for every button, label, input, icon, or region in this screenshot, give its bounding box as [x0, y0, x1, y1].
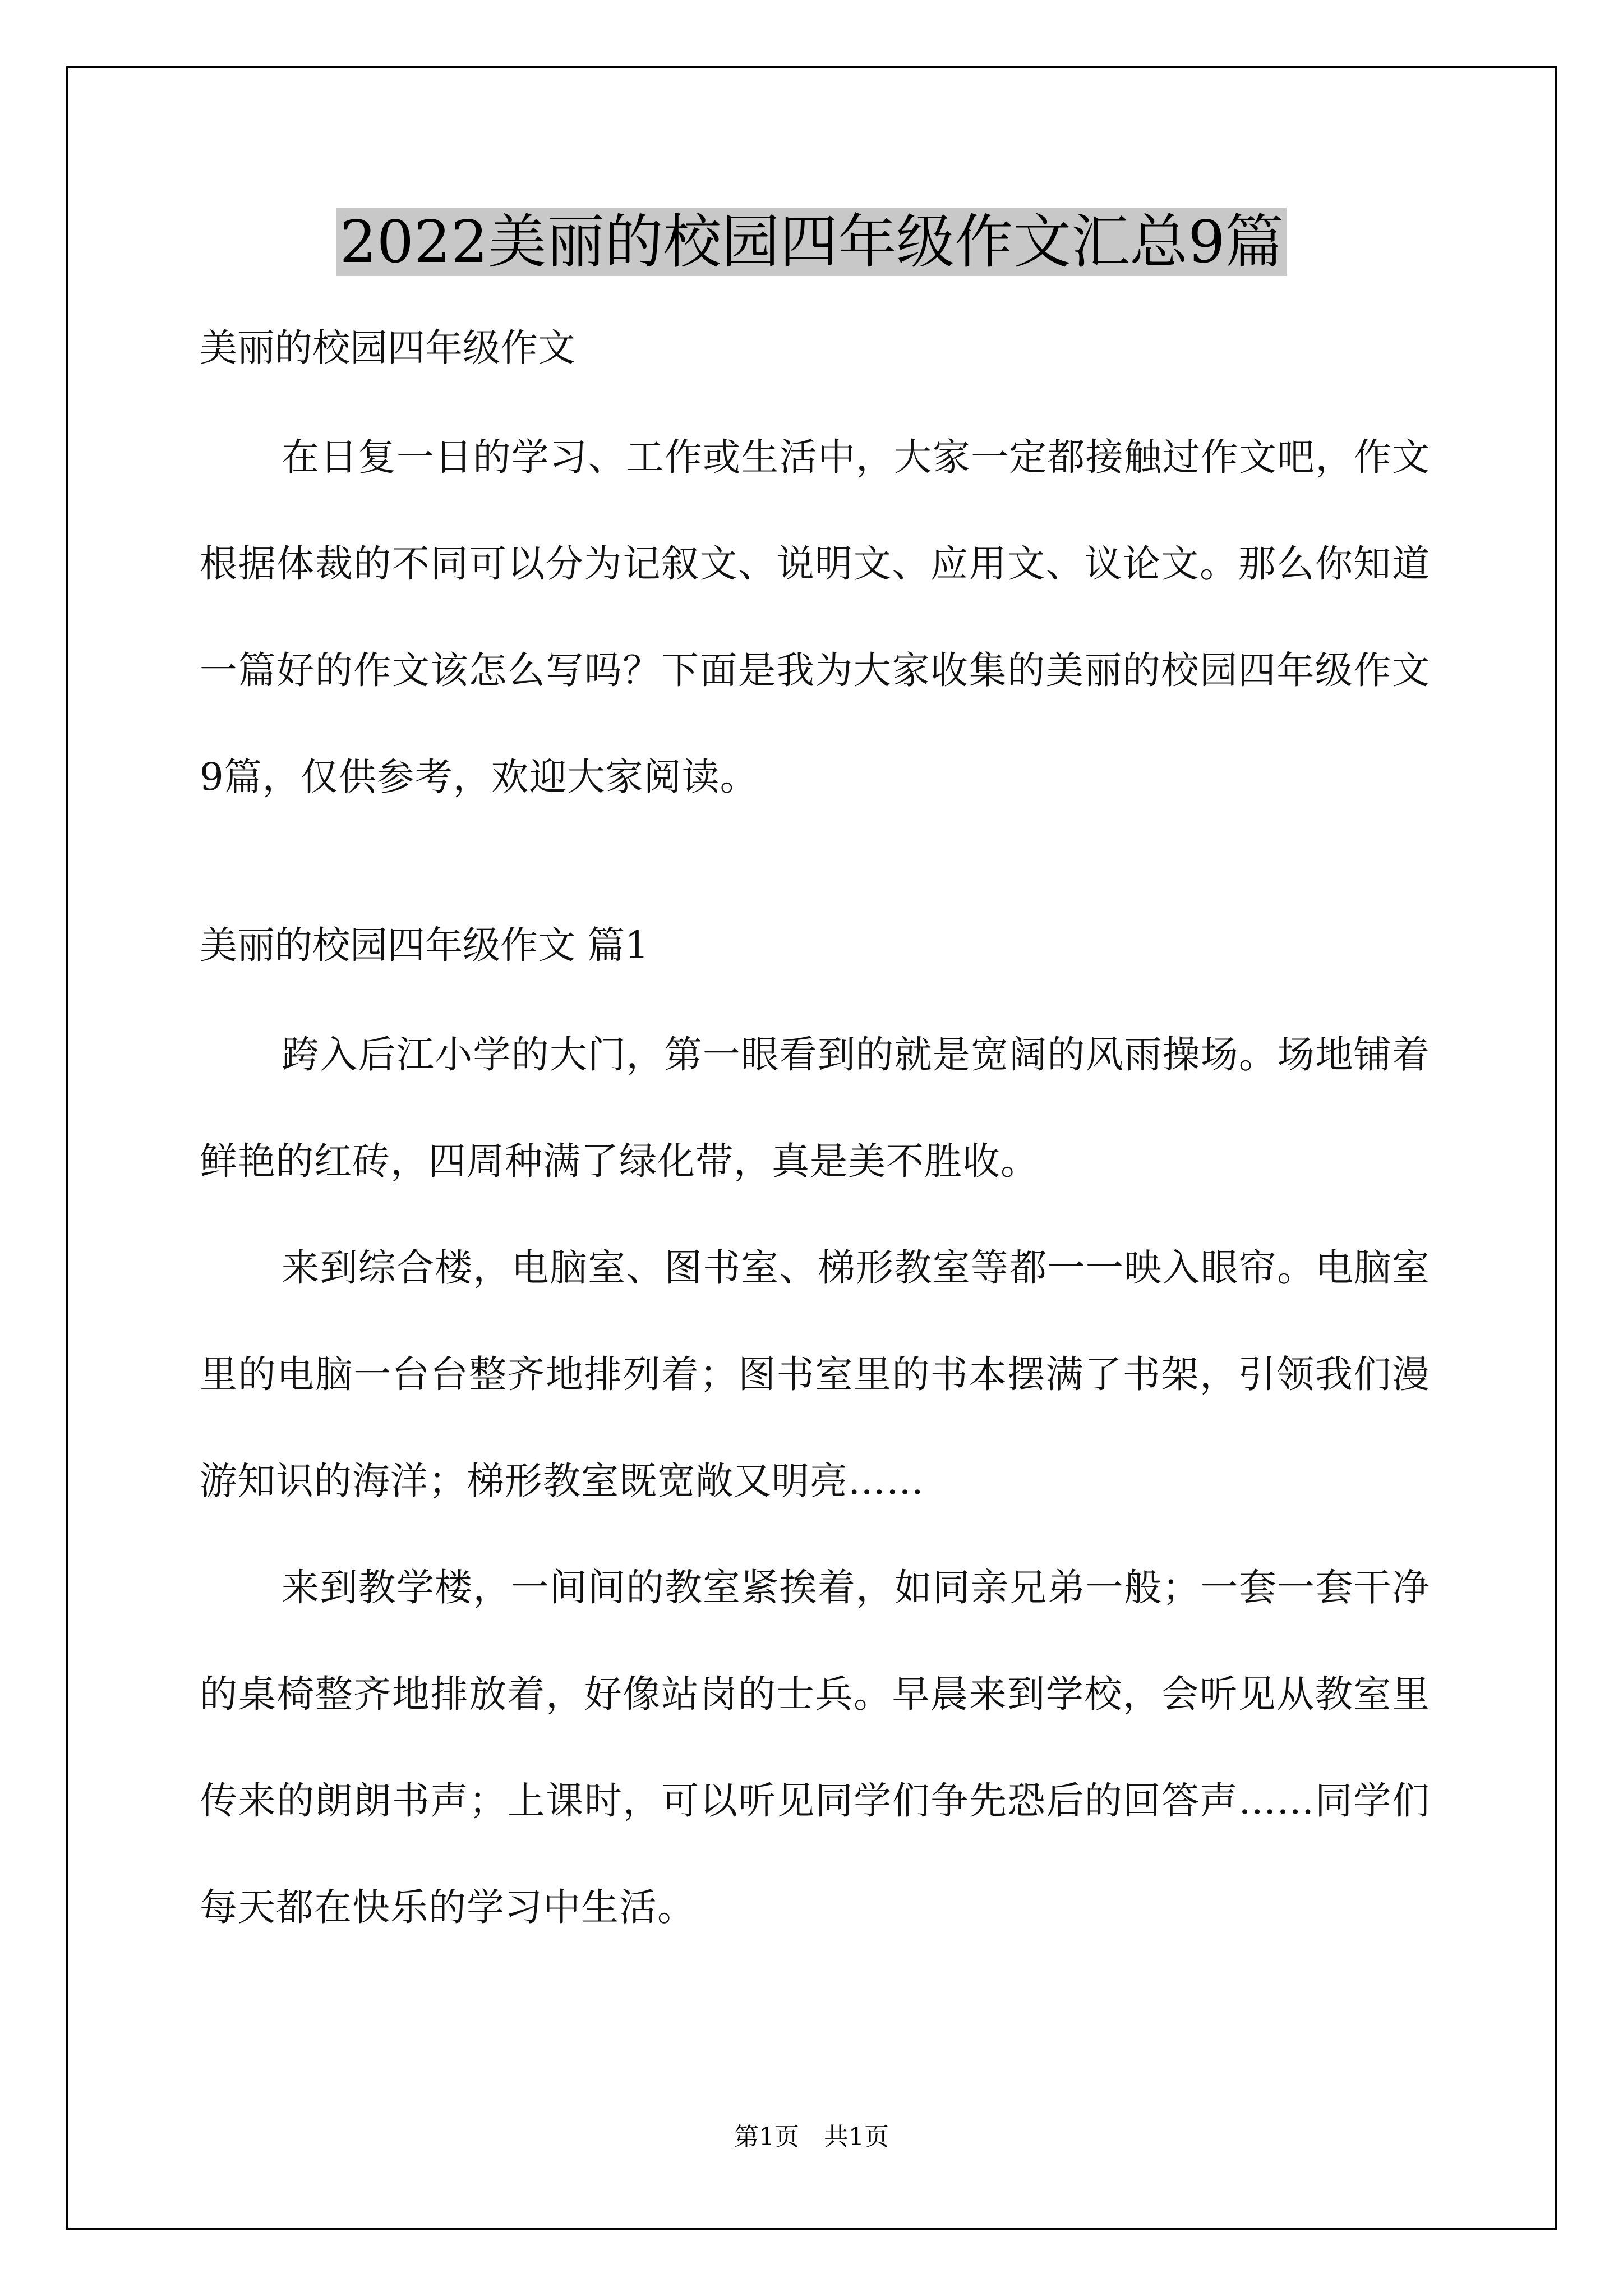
- section-heading: 美丽的校园四年级作文 篇1: [200, 923, 649, 967]
- document-body: [200, 314, 1430, 1961]
- intro-heading: 美丽的校园四年级作文: [200, 326, 575, 370]
- section-paragraph: 跨入后江小学的大门，第一眼看到的就是宽阔的风雨操场。场地铺着鲜艳的红砖，四周种满了绿化带，真是美不胜收。: [200, 1033, 1430, 1183]
- section-paragraph: 来到教学楼，一间间的教室紧挨着，如同亲兄弟一般；一套一套干净的桌椅整齐地排放着，好像站岗的士兵。早晨来到学校，会听见从教室里传来的朗朗书声；上课时，可以听见同学们争先恐后的回答声……同学们每天都在快乐的学习中生活。: [200, 1566, 1430, 1929]
- document-title-text: 2022美丽的校园四年级作文汇总9篇: [336, 208, 1287, 276]
- intro-paragraph: 在日复一日的学习、工作或生活中，大家一定都接触过作文吧，作文根据体裁的不同可以分为记叙文、说明文、应用文、议论文。那么你知道一篇好的作文该怎么写吗？下面是我为大家收集的美丽的校园四年级作文9篇，仅供参考，欢迎大家阅读。: [200, 435, 1430, 799]
- document-title: [0, 200, 1623, 284]
- page-footer: 第1页 共1页: [734, 2123, 889, 2151]
- section-paragraph: 来到综合楼，电脑室、图书室、梯形教室等都一一映入眼帘。电脑室里的电脑一台台整齐地排列着；图书室里的书本摆满了书架，引领我们漫游知识的海洋；梯形教室既宽敞又明亮……: [200, 1246, 1430, 1503]
